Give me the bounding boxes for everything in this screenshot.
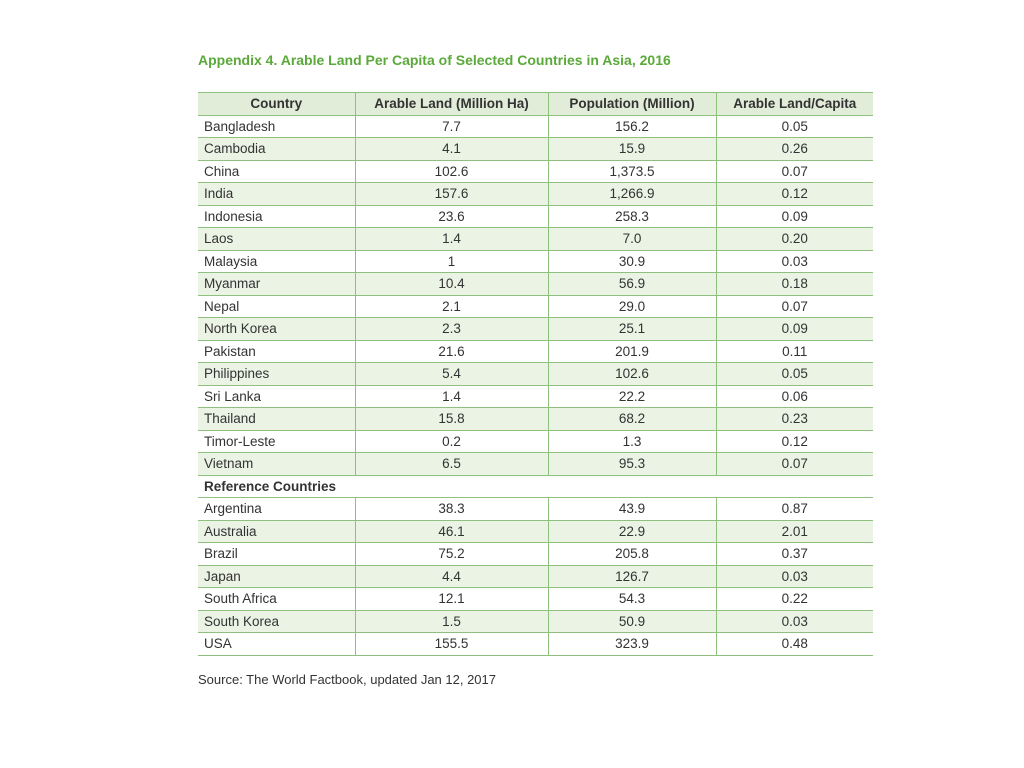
column-header-arable-land-per-capita: Arable Land/Capita [716,93,873,116]
table-row [198,340,873,363]
table-row [198,610,873,633]
cell-country: Philippines [198,363,355,386]
cell-arable-land-per-capita: 0.03 [716,610,873,633]
cell-country: Pakistan [198,340,355,363]
table-row [198,588,873,611]
cell-population: 1,266.9 [548,183,716,206]
source-note: Source: The World Factbook, updated Jan 12, 2017 [198,672,496,687]
cell-population: 22.9 [548,520,716,543]
cell-arable-land: 4.4 [355,565,548,588]
cell-population: 30.9 [548,250,716,273]
cell-population: 56.9 [548,273,716,296]
reference-countries-row [198,475,873,498]
cell-country: North Korea [198,318,355,341]
cell-arable-land: 21.6 [355,340,548,363]
cell-population: 156.2 [548,115,716,138]
cell-population: 29.0 [548,295,716,318]
cell-population: 258.3 [548,205,716,228]
cell-country: Cambodia [198,138,355,161]
cell-population: 323.9 [548,633,716,656]
cell-country: Brazil [198,543,355,566]
cell-arable-land: 6.5 [355,453,548,476]
cell-country: Thailand [198,408,355,431]
cell-population: 1,373.5 [548,160,716,183]
header-row [198,93,873,116]
table-row [198,205,873,228]
cell-country: India [198,183,355,206]
cell-population: 205.8 [548,543,716,566]
cell-arable-land: 46.1 [355,520,548,543]
cell-arable-land: 12.1 [355,588,548,611]
table-row [198,385,873,408]
cell-country: Myanmar [198,273,355,296]
table-row [198,138,873,161]
cell-population: 15.9 [548,138,716,161]
cell-country: Argentina [198,498,355,521]
cell-population: 7.0 [548,228,716,251]
cell-arable-land: 10.4 [355,273,548,296]
cell-arable-land-per-capita: 0.06 [716,385,873,408]
cell-arable-land: 23.6 [355,205,548,228]
cell-country: Japan [198,565,355,588]
cell-arable-land: 1.4 [355,228,548,251]
cell-country: China [198,160,355,183]
cell-population: 22.2 [548,385,716,408]
cell-country: Indonesia [198,205,355,228]
cell-country: Vietnam [198,453,355,476]
cell-arable-land-per-capita: 0.11 [716,340,873,363]
cell-arable-land-per-capita: 0.26 [716,138,873,161]
column-header-population: Population (Million) [548,93,716,116]
cell-arable-land-per-capita: 0.07 [716,295,873,318]
cell-population: 50.9 [548,610,716,633]
cell-arable-land-per-capita: 0.05 [716,363,873,386]
cell-population: 25.1 [548,318,716,341]
table-row [198,250,873,273]
table-header [198,93,873,116]
cell-arable-land: 102.6 [355,160,548,183]
cell-arable-land: 75.2 [355,543,548,566]
table-row [198,543,873,566]
cell-arable-land: 15.8 [355,408,548,431]
cell-country: Timor-Leste [198,430,355,453]
cell-arable-land-per-capita: 0.05 [716,115,873,138]
table-row [198,183,873,206]
cell-arable-land: 1.5 [355,610,548,633]
cell-arable-land-per-capita: 0.09 [716,318,873,341]
cell-arable-land: 155.5 [355,633,548,656]
cell-arable-land: 7.7 [355,115,548,138]
cell-arable-land-per-capita: 0.37 [716,543,873,566]
cell-country: Malaysia [198,250,355,273]
arable-land-table [198,92,873,656]
table-row [198,408,873,431]
cell-arable-land: 2.1 [355,295,548,318]
cell-arable-land-per-capita: 0.20 [716,228,873,251]
cell-arable-land-per-capita: 0.03 [716,250,873,273]
cell-population: 201.9 [548,340,716,363]
table-row [198,318,873,341]
table-row [198,633,873,656]
cell-country: Bangladesh [198,115,355,138]
table-row [198,363,873,386]
cell-arable-land-per-capita: 0.03 [716,565,873,588]
cell-arable-land: 1.4 [355,385,548,408]
cell-population: 102.6 [548,363,716,386]
table-row [198,430,873,453]
table-row [198,565,873,588]
column-header-country: Country [198,93,355,116]
table-row [198,498,873,521]
cell-arable-land-per-capita: 0.87 [716,498,873,521]
cell-arable-land-per-capita: 0.18 [716,273,873,296]
cell-country: Nepal [198,295,355,318]
cell-arable-land-per-capita: 2.01 [716,520,873,543]
table-row [198,520,873,543]
table-row [198,115,873,138]
table-body [198,115,873,655]
cell-arable-land-per-capita: 0.23 [716,408,873,431]
cell-arable-land: 38.3 [355,498,548,521]
table-row [198,453,873,476]
cell-arable-land: 5.4 [355,363,548,386]
cell-population: 43.9 [548,498,716,521]
table-row [198,228,873,251]
cell-arable-land-per-capita: 0.09 [716,205,873,228]
cell-population: 1.3 [548,430,716,453]
cell-arable-land: 4.1 [355,138,548,161]
cell-population: 126.7 [548,565,716,588]
cell-country: South Korea [198,610,355,633]
cell-country: Sri Lanka [198,385,355,408]
cell-arable-land-per-capita: 0.07 [716,453,873,476]
cell-arable-land-per-capita: 0.48 [716,633,873,656]
cell-arable-land-per-capita: 0.22 [716,588,873,611]
cell-population: 68.2 [548,408,716,431]
cell-country: Australia [198,520,355,543]
cell-arable-land: 157.6 [355,183,548,206]
cell-arable-land-per-capita: 0.07 [716,160,873,183]
cell-country: Laos [198,228,355,251]
cell-arable-land-per-capita: 0.12 [716,430,873,453]
cell-population: 54.3 [548,588,716,611]
cell-arable-land: 0.2 [355,430,548,453]
table-row [198,273,873,296]
cell-arable-land: 1 [355,250,548,273]
cell-arable-land: 2.3 [355,318,548,341]
cell-country: USA [198,633,355,656]
cell-country: South Africa [198,588,355,611]
table-row [198,295,873,318]
column-header-arable-land: Arable Land (Million Ha) [355,93,548,116]
cell-arable-land-per-capita: 0.12 [716,183,873,206]
reference-countries-label: Reference Countries [198,475,873,498]
page-title: Appendix 4. Arable Land Per Capita of Selected Countries in Asia, 2016 [198,52,671,68]
cell-population: 95.3 [548,453,716,476]
table-row [198,160,873,183]
